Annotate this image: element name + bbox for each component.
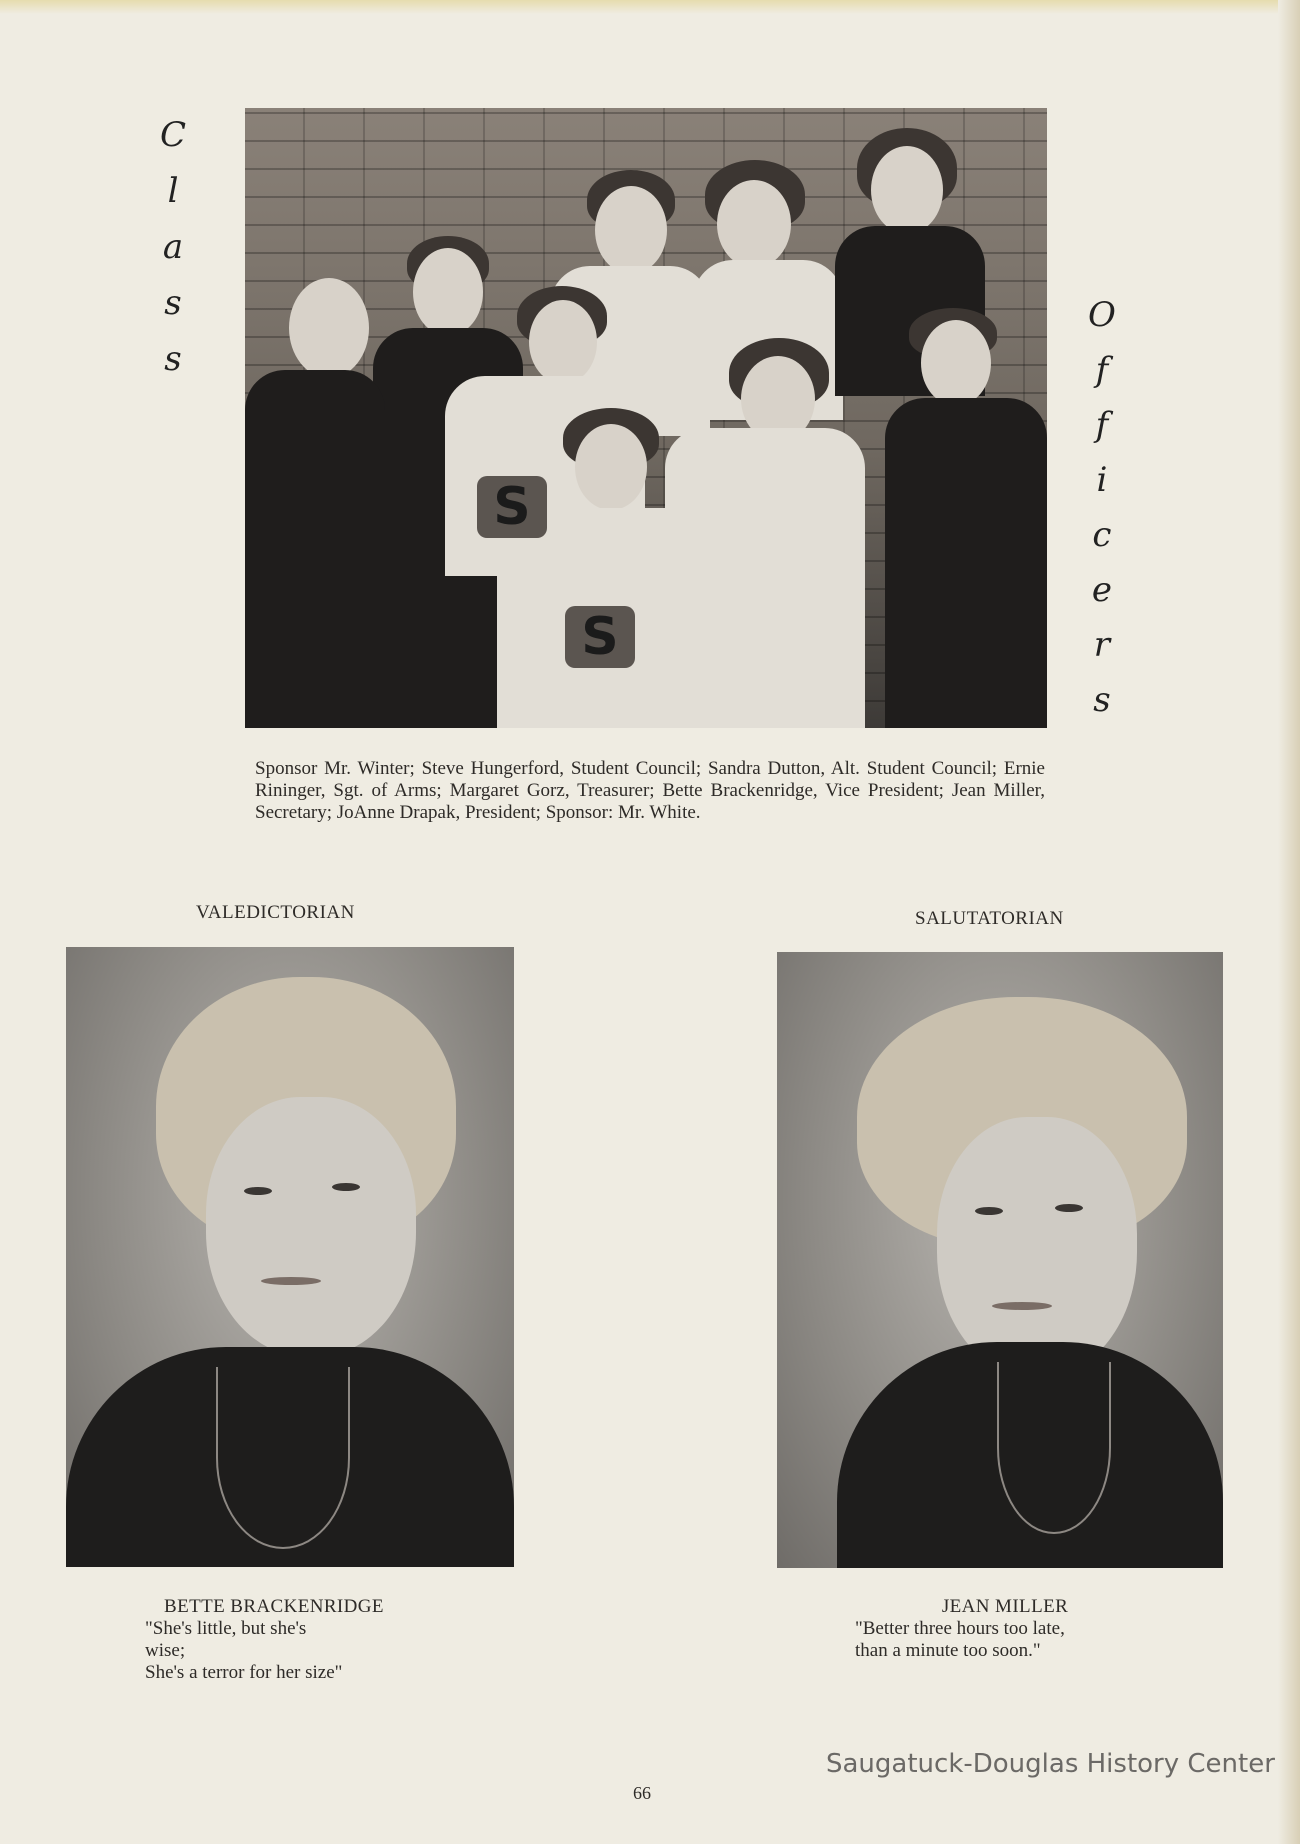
- salutatorian-portrait: [777, 952, 1223, 1568]
- necklace: [216, 1367, 350, 1549]
- vertical-letter: l: [167, 171, 179, 211]
- vertical-title-officers: [1088, 295, 1116, 720]
- vertical-letter: r: [1093, 625, 1111, 665]
- salutatorian-title: SALUTATORIAN: [915, 908, 1064, 929]
- vertical-letter: s: [164, 339, 182, 379]
- vertical-letter: s: [164, 283, 182, 323]
- page-number: 66: [633, 1783, 651, 1803]
- vertical-letter: C: [160, 115, 187, 155]
- quote-line: wise;: [145, 1640, 186, 1661]
- person-torso: [245, 370, 385, 728]
- vertical-letter: a: [162, 227, 184, 267]
- quote-line: "Better three hours too late,: [855, 1618, 1065, 1639]
- portrait-eye: [244, 1187, 272, 1195]
- valedictorian-title: VALEDICTORIAN: [196, 902, 355, 923]
- vertical-letter: e: [1091, 570, 1112, 610]
- salutatorian-caption: [855, 1596, 1175, 1662]
- class-officers-group-photo: [245, 108, 1047, 728]
- vertical-letter: i: [1096, 460, 1108, 500]
- valedictorian-portrait: [66, 947, 514, 1567]
- person-head: [575, 424, 647, 510]
- valedictorian-caption: [145, 1596, 445, 1684]
- portrait-face: [937, 1117, 1137, 1377]
- portrait-eye: [1055, 1204, 1083, 1212]
- person-head: [413, 248, 483, 336]
- portrait-face: [206, 1097, 416, 1357]
- salutatorian-name: JEAN MILLER: [941, 1596, 1069, 1617]
- person-torso: [885, 398, 1047, 728]
- vertical-letter: f: [1095, 350, 1109, 390]
- person-head: [595, 186, 667, 274]
- quote-line: She's a terror for her size": [145, 1662, 343, 1683]
- vertical-letter: O: [1088, 295, 1116, 335]
- vertical-title-class: [160, 115, 187, 379]
- vertical-letter: c: [1092, 515, 1112, 555]
- person-head: [717, 180, 791, 268]
- portrait-eye: [975, 1207, 1003, 1215]
- page-top-edge: [0, 0, 1300, 14]
- archive-watermark: Saugatuck-Douglas History Center: [826, 1749, 1275, 1779]
- person-head: [921, 320, 991, 406]
- portrait-eye: [332, 1183, 360, 1191]
- portrait-mouth: [992, 1302, 1052, 1310]
- sweater-letter: S: [565, 606, 635, 668]
- vertical-letter: s: [1093, 680, 1111, 720]
- valedictorian-name: BETTE BRACKENRIDGE: [164, 1596, 384, 1617]
- vertical-letter: f: [1095, 405, 1109, 445]
- person-head: [529, 300, 597, 384]
- quote-line: "She's little, but she's: [145, 1618, 307, 1639]
- group-photo-caption: Sponsor Mr. Winter; Steve Hungerford, Student Council; Sandra Dutton, Alt. Student Council; Ernie Rininger, Sgt. of Arms; Margaret Gorz, Treasurer; Bette Brackenridge, Vice President; Jean Miller, Secretary; JoAnne Drapak, President; Sponsor: Mr. White.: [255, 758, 1045, 823]
- page-binding-edge: [1278, 0, 1300, 1844]
- person-head: [289, 278, 369, 378]
- quote-line: than a minute too soon.": [855, 1640, 1041, 1661]
- necklace: [997, 1362, 1111, 1534]
- portrait-mouth: [261, 1277, 321, 1285]
- sweater-letter: S: [477, 476, 547, 538]
- person-head: [871, 146, 943, 234]
